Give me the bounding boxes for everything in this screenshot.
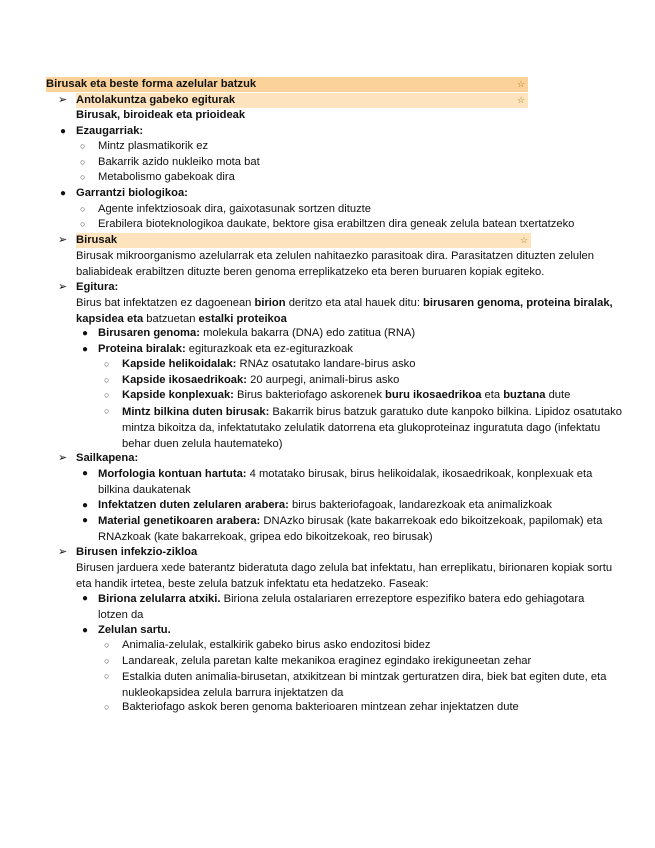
label: Morfologia kontuan hartuta: [98,468,247,480]
list-item: Landareak, zelula paretan kalte mekanikoa eraginez egindako irekiguneetan zehar [122,655,532,667]
egitura-heading: Egitura: [76,281,119,293]
circle-bullet-icon: ○ [80,172,86,182]
heading-text: Antolakuntza gabeko egiturak [76,94,236,106]
star-icon[interactable]: ☆ [517,79,526,89]
circle-bullet-icon: ○ [80,219,86,229]
genoma-item [98,326,415,341]
bullet-icon: ● [82,468,89,479]
term: buru ikosaedrikoa [385,389,482,401]
label: Material genetikoaren arabera: [98,515,261,527]
text: eta [481,389,504,401]
list-item: Agente infektziosoak dira, gaixotasunak sortzen dituzte [98,203,372,215]
term-birion: birion [254,297,286,309]
bullet-icon: ● [82,328,89,339]
zikloa-intro: Birusen jarduera xede baterantz bideratuta dago zelula bat infektatu, han erreplikatu, birionaren kopiak sortu eta handik irtetea, beste zelula batzuk infektatu eta hedatzeko. Faseak: [76,562,613,590]
label: Biriona zelularra atxiki. [98,593,221,605]
arrow-bullet-icon: ➢ [58,281,68,293]
zikloa-heading: Birusen infekzio-zikloa [76,546,198,558]
arrow-bullet-icon: ➢ [58,234,68,246]
text: Birus bat infektatzen ez dagoenean [76,297,255,309]
subtitle: Birusak, biroideak eta prioideak [76,109,246,121]
helikoidal-item [122,357,416,372]
circle-bullet-icon: ○ [104,656,110,666]
list-item: Estalkia duten animalia-birusetan, atxikitzean bi mintzak gerturatzen dira, biek bat egiten dute, eta nukleokapsidea zelula barrura injektatzen da [122,671,607,699]
text: deritzo eta atal hauek ditu: [285,297,424,309]
bullet-icon: ● [82,625,89,636]
sartu-label: Zelulan sartu. [98,624,171,636]
bullet-icon: ● [60,188,67,199]
bullet-icon: ● [82,344,89,355]
bullet-icon: ● [60,126,67,137]
circle-bullet-icon: ○ [104,671,110,681]
term-estalki: estalki proteikoa [198,313,287,325]
garrantzi-label: Garrantzi biologikoa: [76,187,188,199]
bullet-icon: ● [82,593,89,604]
text: Birus bakteriofago askorenek [233,389,386,401]
star-icon[interactable]: ☆ [520,235,529,245]
label: Kapside ikosaedrikoak: [122,374,247,386]
list-item: Mintz plasmatikorik ez [98,140,209,152]
mintz-bilkina-item [122,404,622,452]
text: dute [545,389,571,401]
arrow-bullet-icon: ➢ [58,546,68,558]
circle-bullet-icon: ○ [104,375,110,385]
circle-bullet-icon: ○ [104,640,110,650]
text: molekula bakarra (DNA) edo zatitua (RNA) [199,327,416,339]
circle-bullet-icon: ○ [104,390,110,400]
konplexu-item [122,388,570,403]
label: Birusaren genoma: [98,327,200,339]
proteina-item [98,342,353,357]
section-heading-antolakuntza [76,93,528,108]
label: Mintz bilkina duten birusak: [122,406,270,418]
star-icon[interactable]: ☆ [517,95,526,105]
heading-text: Birusak [76,234,118,246]
ikosaedriko-item [122,373,399,388]
circle-bullet-icon: ○ [80,157,86,167]
text: DNAzko birusak (kate bakarrekoak edo bikoitzekoak, papilomak) eta RNAzkoak (kate bakarrekoak, gripea edo bikoitzekoak, reo birusak) [98,515,603,543]
list-item: Erabilera bioteknologikoa daukate, bektore gisa erabiltzen dira geneak zelula batean txertatzeko [98,218,575,230]
bullet-icon: ● [82,500,89,511]
circle-bullet-icon: ○ [80,141,86,151]
list-item: Metabolismo gabekoak dira [98,171,235,183]
circle-bullet-icon: ○ [104,359,110,369]
material-genetikoa-item [98,513,623,545]
circle-bullet-icon: ○ [104,406,110,416]
text: 4 motatako birusak, birus helikoidalak, ikosaedrikoak, konplexuak eta bilkina daukatenak [98,468,593,496]
text: 20 aurpegi, animali-birus asko [246,374,400,386]
arrow-bullet-icon: ➢ [58,94,68,106]
list-item: Animalia-zelulak, estalkirik gabeko birus asko endozitosi bidez [122,639,431,651]
list-item: Bakteriofago askok beren genoma bakterioaren mintzean zehar injektatzen dute [122,701,519,713]
arrow-bullet-icon: ➢ [58,452,68,464]
text: Bakarrik birus batzuk garatuko dute kanpoko bilkina. Lipidoz osatutako mintza bikoitza da, infektatutako zelulatik datorrena eta glukoproteinaz inguratuta dago (infektatu behar duen zelula hautemateko) [122,406,622,450]
morfologia-item [98,466,623,498]
term: buztana [503,389,546,401]
text: batzuetan [143,313,199,325]
text: RNAz osatutako landare-birus asko [236,358,416,370]
circle-bullet-icon: ○ [104,702,110,712]
label: Kapside helikoidalak: [122,358,237,370]
list-item: Bakarrik azido nukleiko mota bat [98,156,260,168]
atxiki-item [98,591,613,623]
ezaugarriak-label: Ezaugarriak: [76,125,144,137]
title-text: Birusak eta beste forma azelular batzuk [46,78,257,90]
document-title [46,77,528,92]
text: egiturazkoak eta ez-egiturazkoak [185,343,353,355]
term-components: birusaren genoma, proteina biralak, kapsidea eta [76,297,613,325]
circle-bullet-icon: ○ [80,204,86,214]
section-heading-birusak [76,233,531,248]
label: Kapside konplexuak: [122,389,234,401]
text: birus bakteriofagoak, landarezkoak eta animalizkoak [288,499,552,511]
birusak-intro: Birusak mikroorganismo azelularrak eta zelulen nahitaezko parasitoak dira. Parasitatzen dituzten zelulen baliabideak erabiltzen dituzte beren genoma erreplikatzeko eta beren buruaren kopiak egiteko. [76,250,595,278]
label: Proteina biralak: [98,343,186,355]
infektatzen-item [98,498,552,513]
sailkapena-heading: Sailkapena: [76,452,139,464]
label: Infektatzen duten zelularen arabera: [98,499,289,511]
egitura-paragraph [76,295,616,327]
bullet-icon: ● [82,515,89,526]
text: Biriona zelula ostalariaren errezeptore espezifiko batera edo gehiagotara lotzen da [98,593,585,621]
